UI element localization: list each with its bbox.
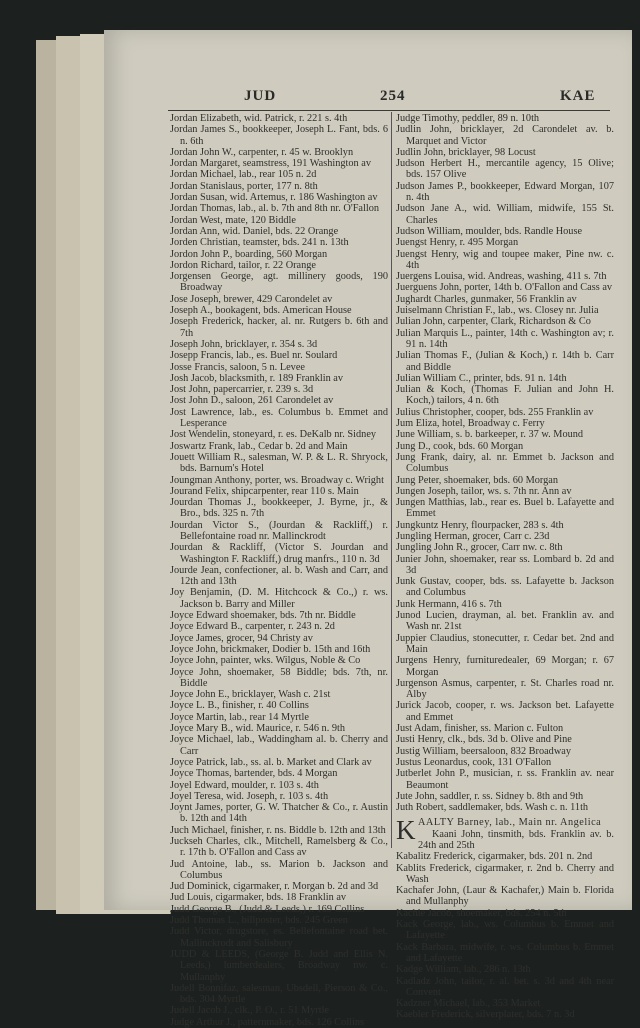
directory-entry: Joyce John, painter, wks. Wilgus, Noble & Co	[170, 655, 361, 667]
directory-entry: Jordan Thomas, lab., al. b. 7th and 8th nr. O'Fallon	[170, 203, 380, 215]
directory-entry: Kadge William, lab., 286 n. 13th	[396, 964, 531, 976]
directory-entry: Jourdan Thomas J., bookkeeper, J. Byrne, jr., & Bro., bds. 325 n. 7th	[170, 497, 388, 520]
directory-entry: Joyel Edward, moulder, r. 103 s. 4th	[170, 779, 319, 791]
directory-entry: Jordan John W., carpenter, r. 45 w. Brooklyn	[170, 146, 354, 158]
directory-entry: Jung Peter, shoemaker, bds. 60 Morgan	[396, 474, 558, 486]
directory-entry: Julian John, carpenter, Clark, Richardson & Co	[396, 316, 591, 328]
directory-entry: Jordan Michael, lab., rear 105 n. 2d	[170, 169, 317, 181]
directory-entry: Jungen Joseph, tailor, ws. s. 7th nr. Ann av	[396, 485, 572, 497]
directory-entry: Judson William, moulder, bds. Randle House	[396, 225, 583, 237]
directory-entry: Jungen Matthias, lab., rear es. Buel b. Lafayette and Emmet	[396, 497, 614, 520]
directory-entry: Joyce Michael, lab., Waddingham al. b. Cherry and Carr	[170, 734, 388, 757]
directory-entry: Judd Victor, drugstore, es. Bellefontaine road bet. Mallinckrodt and Salisbury	[170, 926, 388, 949]
directory-entry: Joyce Edward B., carpenter, r. 243 n. 2d	[170, 621, 335, 633]
directory-entry: Kachle Jacob, shoemaker, bds. 254 n. 5th	[396, 907, 567, 919]
directory-entry: Julian Thomas F., (Julian & Koch,) r. 14th b. Carr and Biddle	[396, 350, 614, 373]
directory-entry: Joyce Thomas, bartender, bds. 4 Morgan	[170, 768, 338, 780]
directory-entry: Joseph John, bricklayer, r. 354 s. 3d	[170, 338, 318, 350]
directory-entry: Jose Joseph, brewer, 429 Carondelet av	[170, 293, 333, 305]
directory-entry: Jordan James S., bookkeeper, Joseph L. Fant, bds. 6 n. 6th	[170, 124, 388, 147]
directory-entry: Joyel Teresa, wid. Joseph, r. 103 s. 4th	[170, 790, 329, 802]
directory-entry: Jungling John R., grocer, Carr nw. c. 8th	[396, 542, 563, 554]
directory-entry: Jourdan & Rackliff, (Victor S. Jourdan and Washington F. Rackliff,) drug manfrs., 110 n. 3d	[170, 542, 388, 565]
directory-entry: Judlin John, bricklayer, 2d Carondelet av. b. Marquet and Victor	[396, 124, 614, 147]
right-column	[396, 113, 614, 1021]
directory-entry: Jungling Herman, grocer, Carr c. 23d	[396, 530, 550, 542]
directory-entry: Joynt James, porter, G. W. Thatcher & Co., r. Austin b. 12th and 14th	[170, 802, 388, 825]
directory-entry: Juerguens John, porter, 14th b. O'Fallon and Cass av	[396, 282, 613, 294]
directory-entry: Jung D., cook, bds. 60 Morgan	[396, 440, 524, 452]
directory-entry: Josepp Francis, lab., es. Buel nr. Soulard	[170, 350, 338, 362]
directory-entry: Jughardt Charles, gunmaker, 56 Franklin av	[396, 293, 577, 305]
directory-entry: Jud Antoine, lab., ss. Marion b. Jackson and Columbus	[170, 858, 388, 881]
directory-entry: Jorden Christian, teamster, bds. 241 n. 13th	[170, 237, 349, 249]
directory-entry: Jordan Margaret, seamstress, 191 Washington av	[170, 158, 371, 170]
directory-entry: Kachafer John, (Laur & Kachafer,) Main b. Florida and Mullanphy	[396, 885, 614, 908]
directory-entry: Kaebler Frederick, silverplater, bds. 7 n. 3d	[396, 1009, 575, 1021]
directory-entry: Juengst Henry, wig and toupee maker, Pine nw. c. 4th	[396, 248, 614, 271]
directory-entry: Kadzner Michael, lab., 353 Market	[396, 998, 541, 1010]
directory-entry: Justig William, beersaloon, 832 Broadway	[396, 745, 571, 757]
directory-entry: Jud Dominick, cigarmaker, r. Morgan b. 2d and 3d	[170, 881, 379, 893]
directory-entry: Just Adam, finisher, ss. Marion c. Fulton	[396, 723, 564, 735]
left-column	[170, 113, 388, 1028]
directory-entry: Judge Arthur J., patternmaker, bds. 126 Collins	[170, 1016, 365, 1028]
directory-entry: Jordan Ann, wid. Daniel, bds. 22 Orange	[170, 225, 339, 237]
directory-entry: Jum Eliza, hotel, Broadway c. Ferry	[396, 418, 545, 430]
directory-entry: Judge Timothy, peddler, 89 n. 10th	[396, 113, 540, 124]
directory-entry: Jost Lawrence, lab., es. Columbus b. Emmet and Lesperance	[170, 406, 388, 430]
directory-entry: Judlin John, bricklayer, 98 Locust	[396, 146, 536, 158]
directory-entry: Joyce Patrick, lab., ss. al. b. Market and Clark av	[170, 756, 372, 768]
directory-entry: Jordon John P., boarding, 560 Morgan	[170, 248, 328, 260]
directory-entry: Jordan Elizabeth, wid. Patrick, r. 221 s. 4th	[170, 113, 348, 124]
directory-entry: Julian Marquis L., painter, 14th c. Washington av; r. 91 n. 14th	[396, 327, 614, 350]
directory-entry: Jute John, saddler, r. ss. Sidney b. 8th and 9th	[396, 790, 584, 802]
header-rule	[168, 110, 610, 111]
directory-entry: Josse Francis, saloon, 5 n. Levee	[170, 361, 305, 373]
directory-entry: Jordon Richard, tailor, r. 22 Orange	[170, 259, 316, 271]
directory-entry: Jordan Susan, wid. Artemus, r. 186 Washington av	[170, 192, 378, 204]
page-number: 254	[380, 88, 406, 104]
entry-text: AALTY Barney, lab., Main nr. Angelica	[418, 817, 602, 829]
directory-entry: Joyce Edward shoemaker, bds. 7th nr. Biddle	[170, 610, 356, 622]
directory-entry: Junod Lucien, drayman, al. bet. Franklin av. and Wash nr. 21st	[396, 610, 614, 633]
directory-entry: Juiselmann Christian F., lab., ws. Closey nr. Julia	[396, 305, 599, 317]
directory-entry: Judson James P., bookkeeper, Edward Morgan, 107 n. 4th	[396, 180, 614, 204]
directory-entry: Jost John, papercarrier, r. 239 s. 3d	[170, 384, 314, 396]
directory-entry: Jud Louis, cigarmaker, bds. 18 Franklin av	[170, 892, 347, 904]
directory-entry: Jouett William R., salesman, W. P. & L. R. Shryock, bds. Barnum's Hotel	[170, 451, 388, 475]
directory-entry: Jurgenson Asmus, carpenter, r. St. Charles road nr. Alby	[396, 677, 614, 701]
directory-entry: Kabalitz Frederick, cigarmaker, bds. 201 n. 2nd	[396, 851, 593, 863]
directory-entry: Kadladz John, tailor, r. al. bet. s. 3d and 4th near Convent	[396, 975, 614, 998]
directory-entry: Julius Christopher, cooper, bds. 255 Franklin av	[396, 406, 594, 418]
directory-entry: Kaani John, tinsmith, bds. Franklin av. b. 24th and 25th	[418, 828, 614, 851]
column-divider	[391, 112, 392, 848]
directory-entry: Julian & Koch, (Thomas F. Julian and John H. Koch,) tailors, 4 n. 6th	[396, 384, 614, 407]
directory-entry: Juengst Henry, r. 495 Morgan	[396, 237, 519, 249]
directory-entry: Kablits Frederick, cigarmaker, r. 2nd b. Cherry and Wash	[396, 862, 614, 885]
directory-entry: Junier John, shoemaker, rear ss. Lombard b. 2d and 3d	[396, 553, 614, 576]
directory-entry: Kack George, lab., ws. Columbus b. Emmet and Lafayette	[396, 919, 614, 942]
directory-entry: Joseph A., bookagent, bds. American House	[170, 305, 352, 317]
directory-entry: Judson Herbert H., mercantile agency, 15 Olive; bds. 157 Olive	[396, 158, 614, 181]
directory-entry: Judell Jacob J., clk., P. O., r. 51 Myrtle	[170, 1005, 330, 1017]
directory-entry: Jurick Jacob, cooper, r. ws. Jackson bet. Lafayette and Emmet	[396, 700, 614, 723]
directory-entry: Joyce Martin, lab., rear 14 Myrtle	[170, 711, 309, 723]
directory-entry: Jourdan Victor S., (Jourdan & Rackliff,) r. Bellefontaine road nr. Mallinckrodt	[170, 519, 388, 542]
directory-entry: JUDD & LEEDS, (George B. Judd and Ellis N. Leeds,) lumberdealers, Broadway nw. c. Mullanphy	[170, 948, 388, 983]
directory-entry: Joyce James, grocer, 94 Christy av	[170, 632, 313, 644]
directory-entry: Juergens Louisa, wid. Andreas, washing, 411 s. 7th	[396, 271, 607, 283]
directory-entry: Jurgens Henry, furnituredealer, 69 Morgan; r. 67 Morgan	[396, 655, 614, 678]
directory-entry: Joyce John, brickmaker, Dodier b. 15th and 16th	[170, 643, 371, 655]
directory-entry: Jordan West, mate, 120 Biddle	[170, 214, 296, 226]
drop-cap: K	[396, 815, 416, 846]
directory-entry: Judd George B., (Judd & Leeds,) r. 169 Collins	[170, 903, 365, 915]
directory-entry: Jung Frank, dairy, al. nr. Emmet b. Jackson and Columbus	[396, 451, 614, 475]
directory-entry: Juch Michael, finisher, r. ns. Biddle b. 12th and 13th	[170, 824, 386, 836]
directory-entry: Joswartz Frank, lab., Cedar b. 2d and Main	[170, 440, 348, 452]
directory-entry: Joy Benjamin, (D. M. Hitchcock & Co.,) r. ws. Jackson b. Barry and Miller	[170, 587, 388, 610]
directory-entry: Jorgensen George, agt. millinery goods, 190 Broadway	[170, 271, 388, 294]
directory-entry: Joyce L. B., finisher, r. 40 Collins	[170, 700, 309, 712]
directory-entry: Jourand Felix, shipcarpenter, rear 110 s. Main	[170, 485, 359, 497]
directory-entry: Joungman Anthony, porter, ws. Broadway c. Wright	[170, 474, 384, 486]
directory-entry: Judell Bonnifaz, salesman, Ubsdell, Pierson & Co., bds. 304 Myrtle	[170, 982, 388, 1006]
directory-entry: Jost John D., saloon, 261 Carondelet av	[170, 395, 334, 407]
running-head-left: JUD	[244, 88, 277, 104]
directory-entry: Jost Wendelin, stoneyard, r. es. DeKalb nr. Sidney	[170, 429, 377, 441]
directory-entry: Judson Jane A., wid. William, midwife, 155 St. Charles	[396, 203, 614, 226]
directory-entry: Justi Henry, clk., bds. 3d b. Olive and Pine	[396, 734, 572, 746]
directory-entry: Justus Leonardus, cook, 131 O'Fallon	[396, 756, 552, 768]
directory-entry: Kack Barbara, midwife, r. ws. Columbus b. Emmet and Lafayette	[396, 941, 614, 964]
directory-entry: Joyce John E., bricklayer, Wash c. 21st	[170, 689, 331, 701]
directory-entry: Juth Robert, saddlemaker, bds. Wash c. n. 11th	[396, 802, 589, 814]
directory-entry: June William, s. b. barkeeper, r. 37 w. Mound	[396, 429, 584, 441]
directory-entry: Jourde Jean, confectioner, al. b. Wash and Carr, and 12th and 13th	[170, 564, 388, 588]
directory-entry: Juckseh Charles, clk., Mitchell, Ramelsberg & Co., r. 17th b. O'Fallon and Cass av	[170, 836, 388, 859]
directory-entry: Junk Hermann, 416 s. 7th	[396, 598, 502, 610]
directory-entry: Joseph Frederick, hacker, al. nr. Rutgers b. 6th and 7th	[170, 316, 388, 339]
directory-entry: Joyce Mary B., wid. Maurice, r. 546 n. 9th	[170, 723, 346, 735]
directory-entry: Juppier Claudius, stonecutter, r. Cedar bet. 2nd and Main	[396, 632, 614, 655]
directory-entry: Joyce John, shoemaker, 58 Biddle; bds. 7th, nr. Biddle	[170, 666, 388, 689]
directory-entry: Josh Jacob, blacksmith, r. 189 Franklin av	[170, 372, 344, 384]
directory-entry: Judd Thomas L., billposter, bds. 245 Green	[170, 915, 348, 927]
directory-entry: Jutberlet John P., musician, r. ss. Franklin av. near Beaumont	[396, 768, 614, 791]
directory-entry: Jungkuntz Henry, flourpacker, 283 s. 4th	[396, 519, 564, 531]
directory-entry: Julian William C., printer, bds. 91 n. 14th	[396, 372, 567, 384]
directory-entry: Junk Gustav, cooper, bds. ss. Lafayette b. Jackson and Columbus	[396, 576, 614, 599]
running-head-right: KAE	[560, 88, 596, 104]
directory-entry: Jordan Stanislaus, porter, 177 n. 8th	[170, 180, 318, 192]
